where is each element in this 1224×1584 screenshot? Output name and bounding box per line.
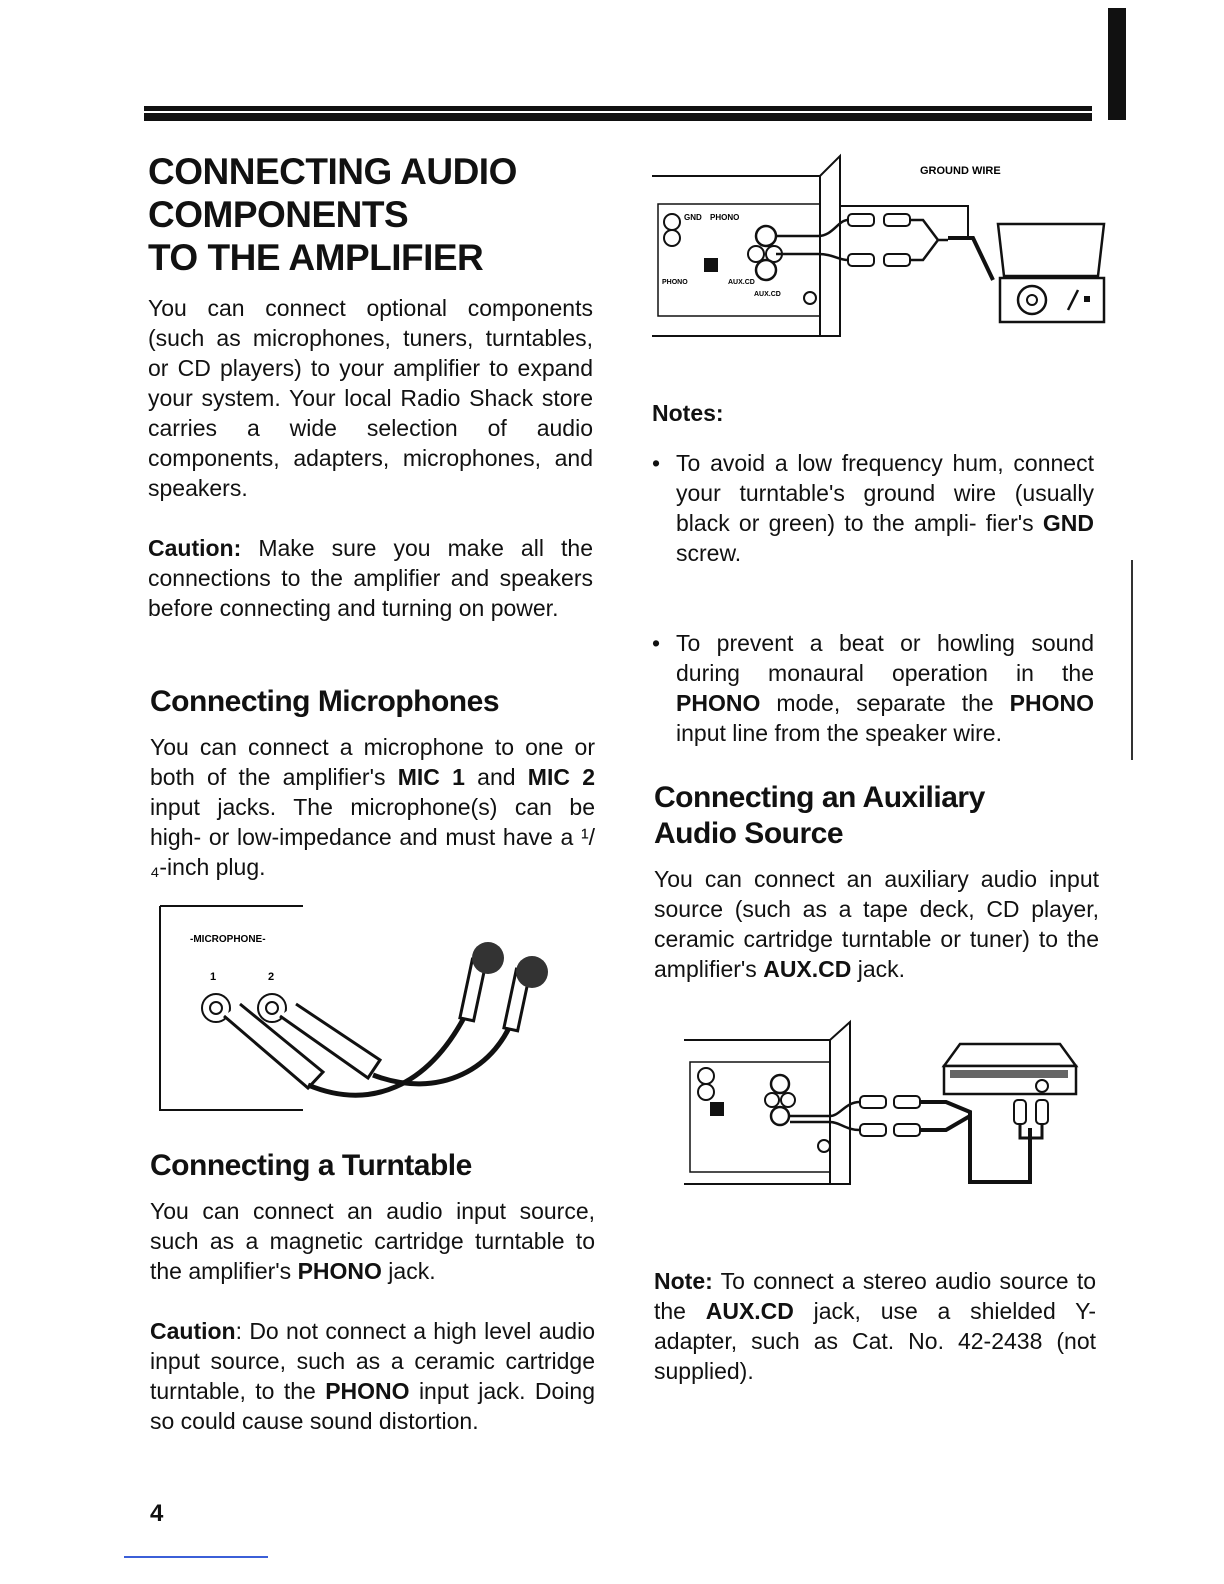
auxcd-inline: AUX.CD (763, 956, 852, 982)
footer-rule (124, 1556, 268, 1558)
gnd-inline: GND (1042, 510, 1094, 536)
jack-2-label: 2 (268, 971, 275, 983)
title-line-3: TO THE AMPLIFIER (148, 237, 484, 278)
auxiliary-paragraph: You can connect an auxiliary audio input source (such as a tape deck, CD player, ceramic cartridge turntable or tuner) to the amplifier's AUX.CD jack. (654, 866, 1099, 982)
aux-small-label: AUX.CD (728, 279, 755, 286)
auxiliary-diagram (680, 1018, 1100, 1198)
mic2-label: MIC 2 (527, 764, 595, 790)
phono-jack-label: PHONO (710, 213, 740, 222)
caution-label: Caution: (148, 535, 242, 561)
phono-label: PHONO (297, 1258, 382, 1284)
note-1: • To avoid a low frequency hum, connect your turntable's ground wire (usually black or green) to the ampli- fier's GND screw. (652, 450, 1094, 566)
microphone-diagram-label: -MICROPHONE- (190, 934, 266, 945)
page-title (148, 150, 593, 279)
turntable-lid (998, 224, 1104, 276)
phono-label-2: PHONO (325, 1378, 410, 1404)
note-final: Note: To connect a stereo audio source to the AUX.CD jack, use a shielded Y-adapter, such as Cat. No. 42-2438 (not supplied). (654, 1268, 1096, 1384)
title-line-1: CONNECTING AUDIO (148, 151, 517, 192)
microphones-paragraph: You can connect a microphone to one or both of the amplifier's MIC 1 and MIC 2 input jacks. The microphone(s) can be high- or low-impedance and must have a ¹/₄-inch plug. (150, 734, 595, 880)
title-line-2: COMPONENTS (148, 194, 409, 235)
margin-line (1131, 560, 1133, 760)
turntable-diagram (648, 150, 1108, 350)
intro-paragraph: You can connect optional components (such as microphones, tuners, turntables, or CD players) to your amplifier to expand your system. Your local Radio Shack store carries a wide selection of audio components, adapters, microphones, and speakers. (148, 295, 593, 501)
note-label: Note: (654, 1268, 713, 1294)
auxcd-label: AUX.CD (754, 291, 781, 298)
header-rule (144, 106, 1092, 121)
caution-paragraph (148, 533, 593, 623)
microphone-2 (516, 956, 548, 988)
notes-heading: Notes: (652, 400, 724, 426)
ground-wire-label: GROUND WIRE (920, 165, 1001, 177)
turntable-section (150, 1148, 595, 1436)
page-number: 4 (150, 1500, 164, 1527)
gnd-label: GND (684, 213, 702, 222)
turntable-paragraph: You can connect an audio input source, such as a magnetic cartridge turntable to the amplifier's PHONO jack. (150, 1198, 595, 1284)
tape-deck-top (944, 1044, 1076, 1066)
note-2: • To prevent a beat or howling sound during monaural operation in the PHONO mode, separate the PHONO input line from the speaker wire. (652, 630, 1094, 746)
margin-bar (1108, 8, 1126, 120)
turntable-caution: Caution: Do not connect a high level audio input source, such as a ceramic cartridge turntable, to the PHONO input jack. Doing so could cause sound distortion. (150, 1318, 595, 1434)
auxcd-inline-2: AUX.CD (705, 1298, 794, 1324)
microphone-diagram (158, 900, 558, 1115)
jack-1-label: 1 (210, 971, 217, 983)
caution-label-2: Caution (150, 1318, 236, 1344)
left-column (148, 150, 593, 623)
auxiliary-section (654, 780, 1099, 984)
microphone-1 (472, 942, 504, 974)
auxiliary-heading: Connecting an Auxiliary Audio Source (654, 781, 985, 850)
phono-small-label: PHONO (662, 279, 688, 286)
turntable-heading: Connecting a Turntable (150, 1149, 472, 1182)
mic1-label: MIC 1 (397, 764, 465, 790)
microphones-section (150, 684, 595, 882)
microphones-heading: Connecting Microphones (150, 685, 499, 718)
caution-text: Make sure you make all the connections to the amplifier and speakers before connecting and turning on power. (148, 535, 593, 621)
